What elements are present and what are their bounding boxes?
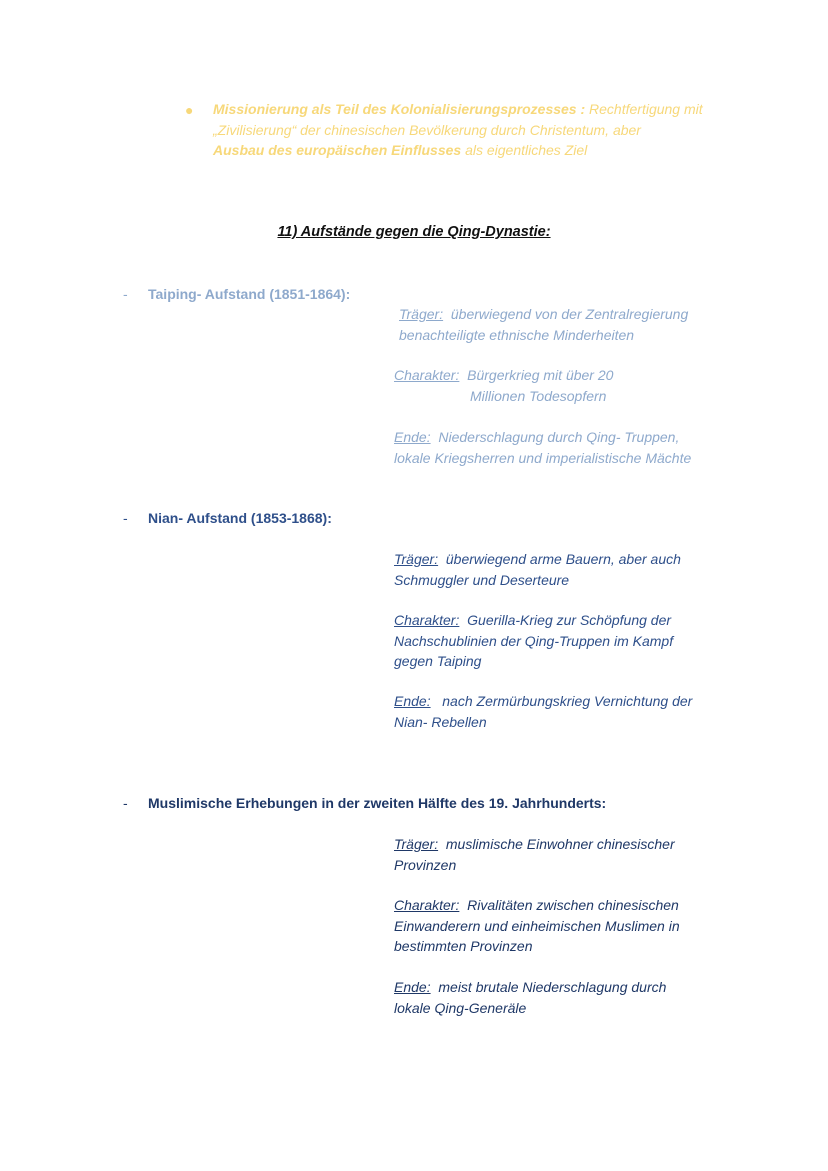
charakter-paragraph [394,895,680,957]
charakter-paragraph [394,365,613,406]
charakter-text: Bürgerkrieg mit über 20 [459,367,614,383]
section-title-muslim: Muslimische Erhebungen in der zweiten Hälfte des 19. Jahrhunderts: [148,795,607,811]
charakter-label: Charakter: [394,897,460,913]
charakter-text: Guerilla-Krieg zur Schöpfung der [459,612,672,628]
dash-marker: - [123,510,128,526]
charakter-text: bestimmten Provinzen [394,938,533,954]
charakter-text: Einwanderern und einheimischen Muslimen in [394,917,680,934]
traeger-label: Träger: [394,551,439,567]
ende-text: nach Zermürbungskrieg Vernichtung der [430,693,693,709]
ende-label: Ende: [394,979,431,995]
traeger-paragraph [399,304,688,345]
charakter-label: Charakter: [394,367,460,383]
ende-text: Nian- Rebellen [394,713,487,730]
charakter-paragraph [394,610,673,672]
ende-text: lokale Qing-Generäle [394,999,527,1016]
intro-text-1: Rechtfertigung mit [585,101,703,117]
ende-text: meist brutale Niederschlagung durch [430,979,667,995]
ende-paragraph [394,427,691,468]
traeger-text: überwiegend von der Zentralregierung [443,306,689,322]
traeger-text: muslimische Einwohner chinesischer [438,836,675,852]
traeger-paragraph [394,549,681,590]
intro-paragraph [213,99,753,161]
ende-label: Ende: [394,693,431,709]
charakter-label: Charakter: [394,612,460,628]
ende-paragraph [394,977,666,1018]
section-title-taiping: Taiping- Aufstand (1851-1864): [148,286,351,302]
ende-text: Niederschlagung durch Qing- Truppen, [430,429,680,445]
section-title-nian: Nian- Aufstand (1853-1868): [148,510,332,526]
charakter-text: Nachschublinien der Qing-Truppen im Kampf [394,632,674,649]
intro-bold-3: Ausbau des europäischen Einflusses [213,142,462,158]
traeger-text: überwiegend arme Bauern, aber auch [438,551,681,567]
intro-bold-1: Missionierung als Teil des Kolonialisierungsprozesses : [213,101,586,117]
section-heading: 11) Aufstände gegen die Qing-Dynastie: [277,224,551,240]
ende-text: lokale Kriegsherren und imperialistische Mächte [394,449,692,466]
ende-paragraph [394,691,692,732]
charakter-text: Millionen Todesopfern [470,387,607,404]
dash-marker: - [123,286,128,302]
traeger-text: Schmuggler und Deserteure [394,571,570,588]
charakter-text: Rivalitäten zwischen chinesischen [459,897,679,913]
traeger-label: Träger: [399,306,444,322]
traeger-text: Provinzen [394,856,457,873]
traeger-label: Träger: [394,836,439,852]
intro-line-2: „Zivilisierung“ der chinesischen Bevölkerung durch Christentum, aber [213,121,641,138]
traeger-paragraph [394,834,675,875]
intro-text-3: als eigentliches Ziel [461,142,588,158]
traeger-text: benachteiligte ethnische Minderheiten [399,326,635,343]
ende-label: Ende: [394,429,431,445]
charakter-text: gegen Taiping [394,653,482,669]
bullet-icon: ● [185,102,194,118]
dash-marker: - [123,795,128,811]
